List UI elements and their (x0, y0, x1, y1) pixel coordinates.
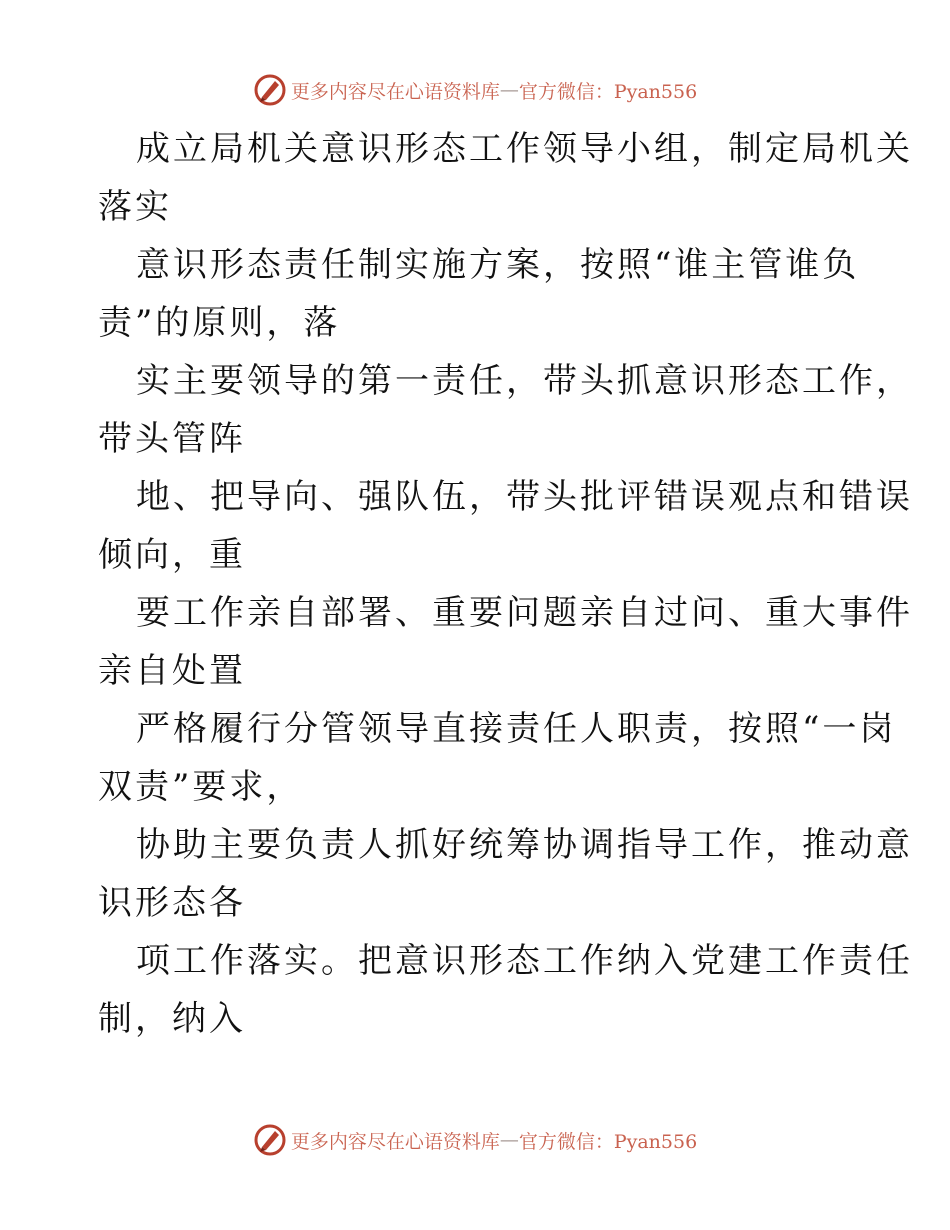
paragraph-line: 带头管阵 (98, 419, 246, 459)
paragraph (98, 932, 913, 1048)
paragraph-line: 项工作落实。把意识形态工作纳入党建工作责任 (136, 941, 913, 981)
watermark-separator: — (499, 79, 519, 101)
paragraph (98, 236, 858, 352)
paragraph-line: 倾向，重 (98, 535, 246, 575)
paragraph (98, 816, 913, 932)
paragraph-line: 严格履行分管领导直接责任人职责，按照“一岗 (136, 709, 897, 749)
document-body (98, 120, 913, 1048)
paragraph-line: 地、把导向、强队伍，带头批评错误观点和错误 (136, 477, 913, 517)
header-watermark (0, 70, 950, 110)
paragraph-line: 制，纳入 (98, 999, 246, 1039)
watermark-text: 更多内容尽在心语资料库 (290, 1130, 500, 1153)
watermark-text: 更多内容尽在心语资料库 (290, 80, 500, 103)
paragraph-line: 要工作亲自部署、重要问题亲自过问、重大事件 (136, 593, 913, 633)
paragraph-line: 意识形态责任制实施方案，按照“谁主管谁负 (136, 245, 860, 285)
paragraph (98, 468, 913, 584)
pen-logo-icon (253, 1123, 287, 1157)
paragraph (98, 584, 913, 700)
paragraph-line: 亲自处置 (98, 651, 246, 691)
watermark-suffix: 官方微信：Pyan556 (518, 80, 698, 103)
pen-logo-icon (253, 73, 287, 107)
watermark-separator: — (499, 1129, 519, 1151)
paragraph (98, 700, 897, 816)
watermark-suffix: 官方微信：Pyan556 (518, 1130, 698, 1153)
paragraph-line: 识形态各 (98, 883, 246, 923)
paragraph (98, 120, 913, 236)
paragraph-line: 实主要领导的第一责任，带头抓意识形态工作， (136, 361, 913, 401)
paragraph-line: 协助主要负责人抓好统筹协调指导工作，推动意 (136, 825, 913, 865)
paragraph-line: 成立局机关意识形态工作领导小组，制定局机关 (136, 129, 913, 169)
paragraph (98, 352, 913, 468)
paragraph-line: 落实 (98, 187, 172, 227)
paragraph-line: 责”的原则，落 (98, 303, 341, 343)
paragraph-line: 双责”要求， (98, 767, 304, 807)
footer-watermark (0, 1120, 950, 1160)
